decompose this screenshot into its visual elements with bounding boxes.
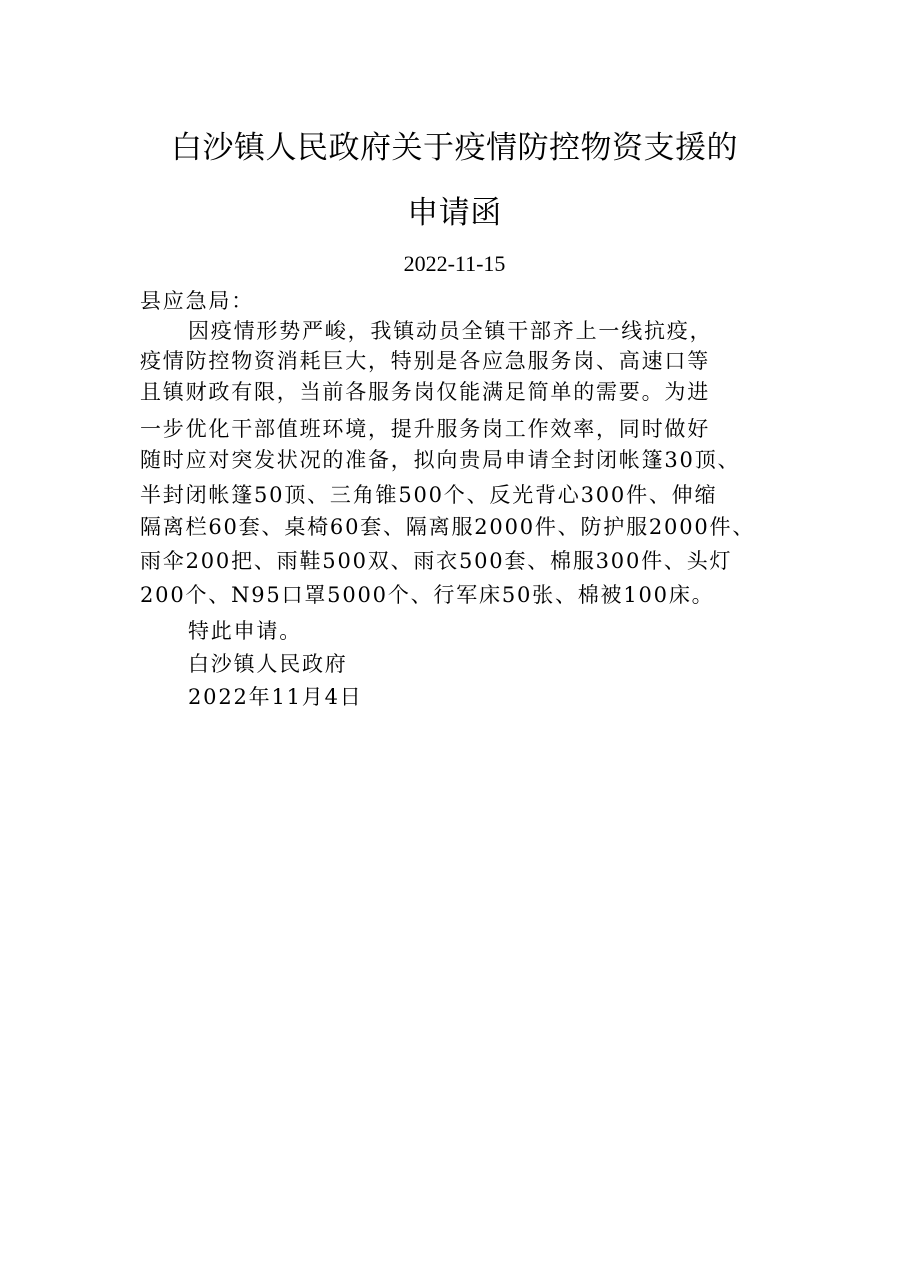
salutation: 县应急局： [140, 289, 254, 313]
body-line-1: 因疫情形势严峻，我镇动员全镇干部齐上一线抗疫， [188, 319, 713, 343]
body-line-8: 雨伞200把、雨鞋500双、雨衣500套、棉服300件、头灯 [140, 549, 733, 573]
closing-text: 特此申请。 [188, 619, 302, 643]
document-date: 2022-11-15 [403, 251, 506, 276]
document-title-line-1: 白沙镇人民政府关于疫情防控物资支援的 [171, 130, 738, 166]
signature-organization: 白沙镇人民政府 [188, 652, 348, 676]
signature-date: 2022年11月4日 [188, 685, 363, 709]
document-title-line-2: 申请函 [407, 195, 502, 231]
body-line-4: 一步优化干部值班环境，提升服务岗工作效率，同时做好 [140, 417, 710, 441]
body-line-6: 半封闭帐篷50顶、三角锥500个、反光背心300件、伸缩 [140, 483, 718, 507]
body-line-7: 隔离栏60套、桌椅60套、隔离服2000件、防护服2000件、 [140, 515, 756, 539]
body-line-9: 200个、N95口罩5000个、行军床50张、棉被100床。 [140, 583, 715, 607]
body-line-5: 随时应对突发状况的准备，拟向贵局申请全封闭帐篷30顶、 [140, 448, 741, 472]
body-line-2: 疫情防控物资消耗巨大，特别是各应急服务岗、高速口等 [140, 349, 710, 373]
body-line-3: 且镇财政有限，当前各服务岗仅能满足简单的需要。为进 [140, 380, 710, 404]
